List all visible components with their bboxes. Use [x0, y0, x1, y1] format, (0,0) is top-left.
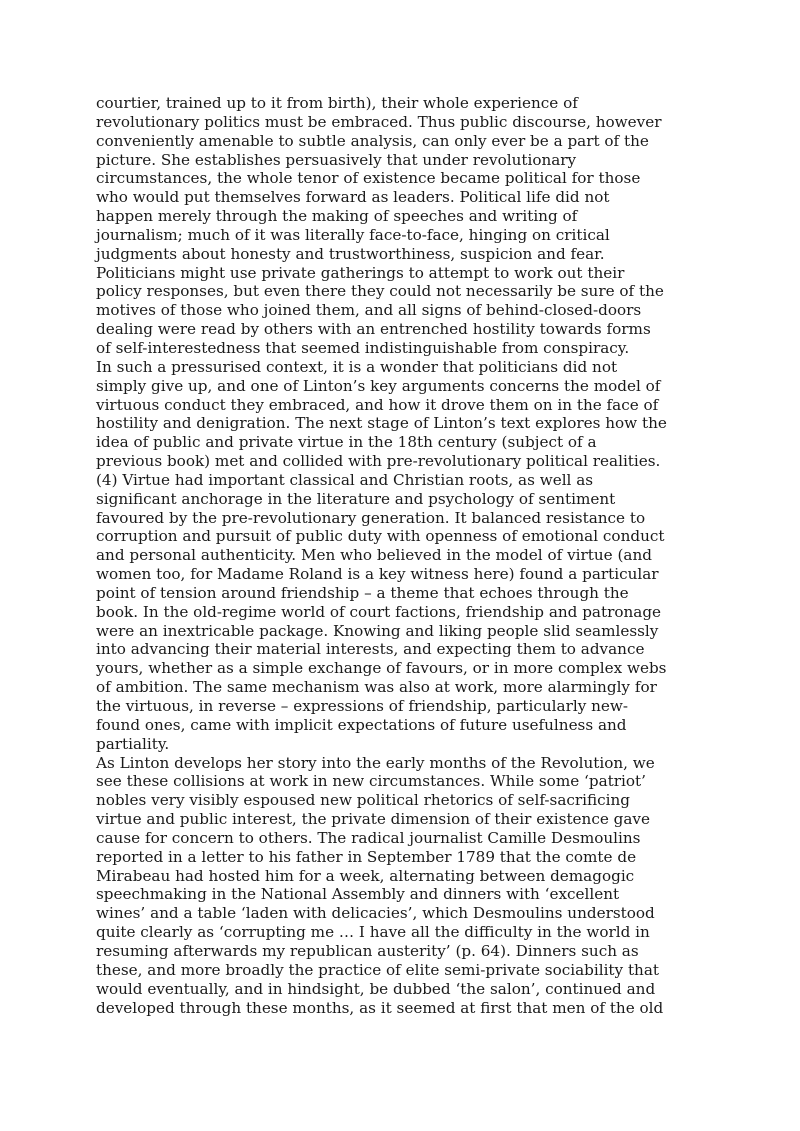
text-line: corruption and pursuit of public duty with openness of emotional conduct: [96, 527, 665, 546]
text-line: motives of those who joined them, and all signs of behind-closed-doors: [96, 301, 642, 320]
text-line: journalism; much of it was literally face-to-face, hinging on critical: [96, 225, 610, 244]
text-line: Politicians might use private gatherings to attempt to work out their: [96, 263, 625, 282]
text-line: nobles very visibly espoused new political rhetorics of self-sacrificing: [96, 791, 631, 810]
text-line: reported in a letter to his father in September 1789 that the comte de: [96, 847, 637, 866]
text-line: resuming afterwards my republican austerity’ (p. 64). Dinners such as: [96, 941, 639, 960]
text-line: wines’ and a table ‘laden with delicacies’, which Desmoulins understood: [96, 904, 655, 923]
paragraph: [96, 358, 716, 754]
text-line: previous book) met and collided with pre-revolutionary political realities.: [96, 452, 661, 471]
text-line: these, and more broadly the practice of elite semi-private sociability that: [96, 960, 659, 979]
text-line: circumstances, the whole tenor of existence became political for those: [96, 169, 641, 188]
text-line: the virtuous, in reverse – expressions of friendship, particularly new-: [96, 697, 628, 715]
text-line: book. In the old-regime world of court factions, friendship and patronage: [96, 602, 662, 621]
body-text: [96, 94, 716, 1017]
text-line: speechmaking in the National Assembly and dinners with ‘excellent: [96, 885, 620, 904]
text-line: found ones, came with implicit expectations of future usefulness and: [96, 715, 627, 734]
text-line: favoured by the pre-revolutionary generation. It balanced resistance to: [96, 508, 646, 527]
text-line: (4) Virtue had important classical and Christian roots, as well as: [96, 470, 594, 489]
text-line: point of tension around friendship – a theme that echoes through the: [96, 583, 629, 602]
text-line: developed through these months, as it seemed at first that men of the old: [96, 998, 664, 1017]
text-line: hostility and denigration. The next stage of Linton’s text explores how the: [96, 414, 667, 433]
text-line: In such a pressurised context, it is a wonder that politicians did not: [96, 357, 618, 376]
text-line: As Linton develops her story into the early months of the Revolution, we: [96, 753, 655, 772]
text-line: picture. She establishes persuasively that under revolutionary: [96, 150, 577, 169]
text-line: into advancing their material interests, and expecting them to advance: [96, 640, 645, 659]
text-line: idea of public and private virtue in the 18th century (subject of a: [96, 433, 597, 452]
text-line: see these collisions at work in new circumstances. While some ‘patriot’: [96, 772, 646, 791]
paragraph: [96, 94, 716, 358]
paragraph: [96, 754, 716, 1018]
text-line: would eventually, and in hindsight, be dubbed ‘the salon’, continued and: [96, 979, 656, 998]
text-line: cause for concern to others. The radical journalist Camille Desmoulins: [96, 828, 641, 847]
text-line: significant anchorage in the literature and psychology of sentiment: [96, 489, 616, 508]
text-line: virtuous conduct they embraced, and how it drove them on in the face of: [96, 395, 659, 414]
text-line: revolutionary politics must be embraced. Thus public discourse, however: [96, 112, 662, 131]
text-line: of self-interestedness that seemed indistinguishable from conspiracy.: [96, 338, 630, 357]
text-line: virtue and public interest, the private dimension of their existence gave: [96, 810, 650, 829]
text-line: and personal authenticity. Men who believed in the model of virtue (and: [96, 546, 652, 565]
text-line: women too, for Madame Roland is a key witness here) found a particular: [96, 565, 659, 584]
text-line: who would put themselves forward as leaders. Political life did not: [96, 188, 610, 207]
text-line: courtier, trained up to it from birth), their whole experience of: [96, 94, 578, 112]
text-line: policy responses, but even there they could not necessarily be sure of the: [96, 282, 664, 301]
text-line: simply give up, and one of Linton’s key arguments concerns the model of: [96, 376, 661, 395]
text-line: of ambition. The same mechanism was also at work, more alarmingly for: [96, 678, 657, 697]
text-line: partiality.: [96, 734, 170, 753]
text-line: were an inextricable package. Knowing and liking people slid seamlessly: [96, 621, 659, 640]
text-line: dealing were read by others with an entrenched hostility towards forms: [96, 320, 651, 339]
text-line: yours, whether as a simple exchange of favours, or in more complex webs: [96, 659, 667, 678]
text-line: happen merely through the making of speeches and writing of: [96, 207, 578, 226]
text-line: conveniently amenable to subtle analysis, can only ever be a part of the: [96, 131, 649, 150]
text-line: Mirabeau had hosted him for a week, alternating between demagogic: [96, 866, 635, 885]
text-line: judgments about honesty and trustworthiness, suspicion and fear.: [96, 244, 605, 263]
text-line: quite clearly as ‘corrupting me … I have all the difficulty in the world in: [96, 923, 650, 942]
